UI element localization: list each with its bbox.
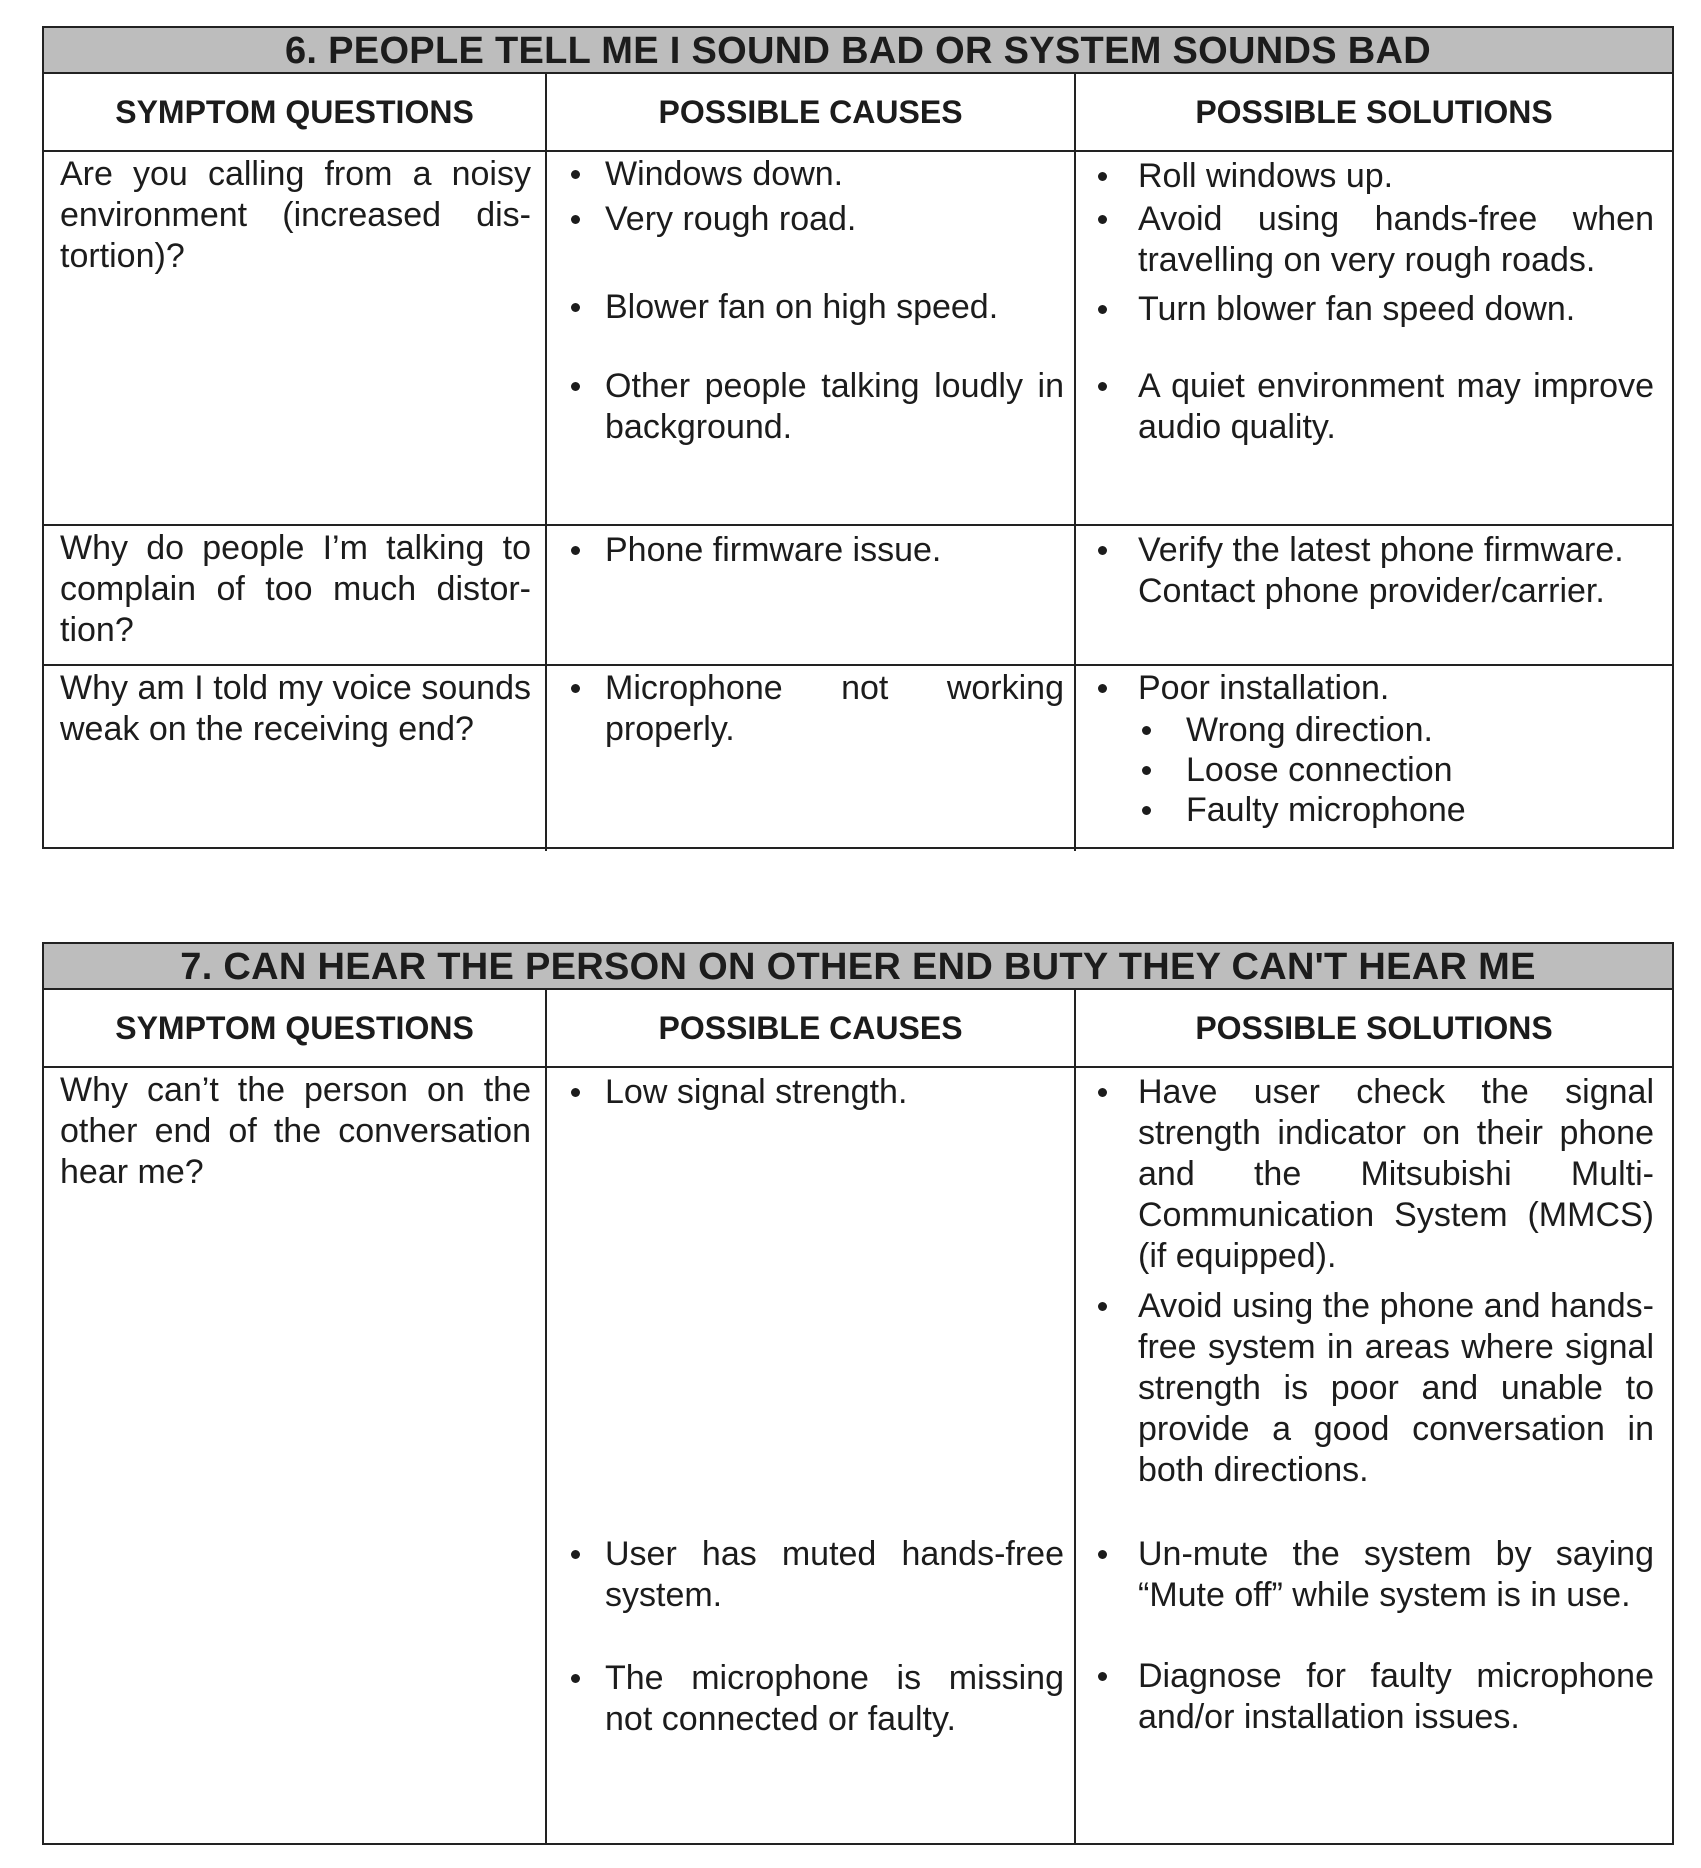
sub-solution-item: Wrong direction.: [1076, 710, 1672, 750]
table-row: [44, 152, 1672, 526]
cause-item: Low signal strength.: [547, 1072, 1074, 1113]
bullet-icon: [1098, 1302, 1107, 1311]
solutions-cell: [1076, 526, 1672, 664]
bullet-icon: [1098, 1672, 1107, 1681]
bullet-icon: [1098, 305, 1107, 314]
cause-item: Other people talking loudly in background.: [547, 366, 1074, 448]
cause-item: Very rough road.: [547, 199, 1074, 240]
bullet-icon: [571, 1674, 580, 1683]
solution-item: Roll windows up.: [1076, 156, 1672, 197]
sub-solution-item: Loose connection: [1076, 750, 1672, 790]
causes-cell: [547, 1068, 1076, 1843]
sub-solution-item: Faulty microphone: [1076, 790, 1672, 830]
symptom-question: Are you calling from a noisy environment (increased dis-tortion)?: [44, 152, 547, 524]
bullet-icon: [571, 546, 580, 555]
causes-cell: [547, 666, 1076, 851]
bullet-icon: [1142, 766, 1151, 775]
cause-item: Windows down.: [547, 154, 1074, 195]
cause-item: Phone firmware issue.: [547, 530, 1074, 571]
symptom-question: Why do people I’m talking to complain of too much distor-tion?: [44, 526, 547, 664]
header-possible-causes: POSSIBLE CAUSES: [547, 990, 1076, 1066]
bullet-icon: [1098, 1550, 1107, 1559]
symptom-question: Why can’t the person on the other end of the conversation hear me?: [44, 1068, 547, 1843]
symptom-question: Why am I told my voice sounds weak on the receiving end?: [44, 666, 547, 851]
header-possible-causes: POSSIBLE CAUSES: [547, 74, 1076, 150]
solution-item: Verify the latest phone firmware. Contact phone provider/carrier.: [1076, 530, 1672, 612]
table-row: [44, 1068, 1672, 1843]
solution-item: Have user check the signal strength indicator on their phone and the Mitsubishi Multi-Communication System (MMCS) (if equipped).: [1076, 1072, 1672, 1277]
causes-cell: [547, 152, 1076, 524]
bullet-icon: [1142, 806, 1151, 815]
solution-item: Turn blower fan speed down.: [1076, 289, 1672, 330]
causes-cell: [547, 526, 1076, 664]
table-header-row: [44, 74, 1672, 152]
header-possible-solutions: POSSIBLE SOLUTIONS: [1195, 93, 1553, 130]
solutions-cell: [1076, 1068, 1672, 1843]
table-row: [44, 526, 1672, 666]
header-symptom-questions: SYMPTOM QUESTIONS: [44, 990, 547, 1066]
bullet-icon: [571, 215, 580, 224]
bullet-icon: [1098, 172, 1107, 181]
bullet-icon: [571, 382, 580, 391]
solution-item: Un-mute the system by saying “Mute off” while system is in use.: [1076, 1534, 1672, 1616]
table-row: [44, 666, 1672, 851]
bullet-icon: [571, 684, 580, 693]
bullet-icon: [571, 1088, 580, 1097]
troubleshooting-table-7: [42, 942, 1674, 1845]
bullet-icon: [1098, 546, 1107, 555]
table-title: 6. PEOPLE TELL ME I SOUND BAD OR SYSTEM SOUNDS BAD: [44, 28, 1672, 74]
solution-item: Avoid using the phone and hands-free system in areas where signal strength is poor and unable to provide a good conversation in both directions.: [1076, 1286, 1672, 1491]
solution-item: A quiet environment may improve audio quality.: [1076, 366, 1672, 448]
bullet-icon: [1142, 726, 1151, 735]
solutions-cell: [1076, 152, 1672, 524]
cause-item: The microphone is missing not connected or faulty.: [547, 1658, 1074, 1740]
cause-item: Blower fan on high speed.: [547, 287, 1074, 328]
bullet-icon: [1098, 382, 1107, 391]
solution-item: Avoid using hands-free when travelling on very rough roads.: [1076, 199, 1672, 281]
table-header-row: [44, 990, 1672, 1068]
solution-item: Diagnose for faulty microphone and/or installation issues.: [1076, 1656, 1672, 1738]
header-symptom-questions: SYMPTOM QUESTIONS: [44, 74, 547, 150]
bullet-icon: [571, 1550, 580, 1559]
bullet-icon: [571, 170, 580, 179]
cause-item: Microphone not working properly.: [547, 668, 1074, 750]
troubleshooting-table-6: [42, 26, 1674, 849]
header-possible-solutions: POSSIBLE SOLUTIONS: [1195, 1009, 1553, 1046]
cause-item: User has muted hands-free system.: [547, 1534, 1074, 1616]
table-title: 7. CAN HEAR THE PERSON ON OTHER END BUTY THEY CAN'T HEAR ME: [44, 944, 1672, 990]
solution-item: Poor installation.: [1076, 668, 1672, 709]
bullet-icon: [571, 303, 580, 312]
solutions-cell: [1076, 666, 1672, 851]
bullet-icon: [1098, 684, 1107, 693]
bullet-icon: [1098, 1088, 1107, 1097]
bullet-icon: [1098, 215, 1107, 224]
